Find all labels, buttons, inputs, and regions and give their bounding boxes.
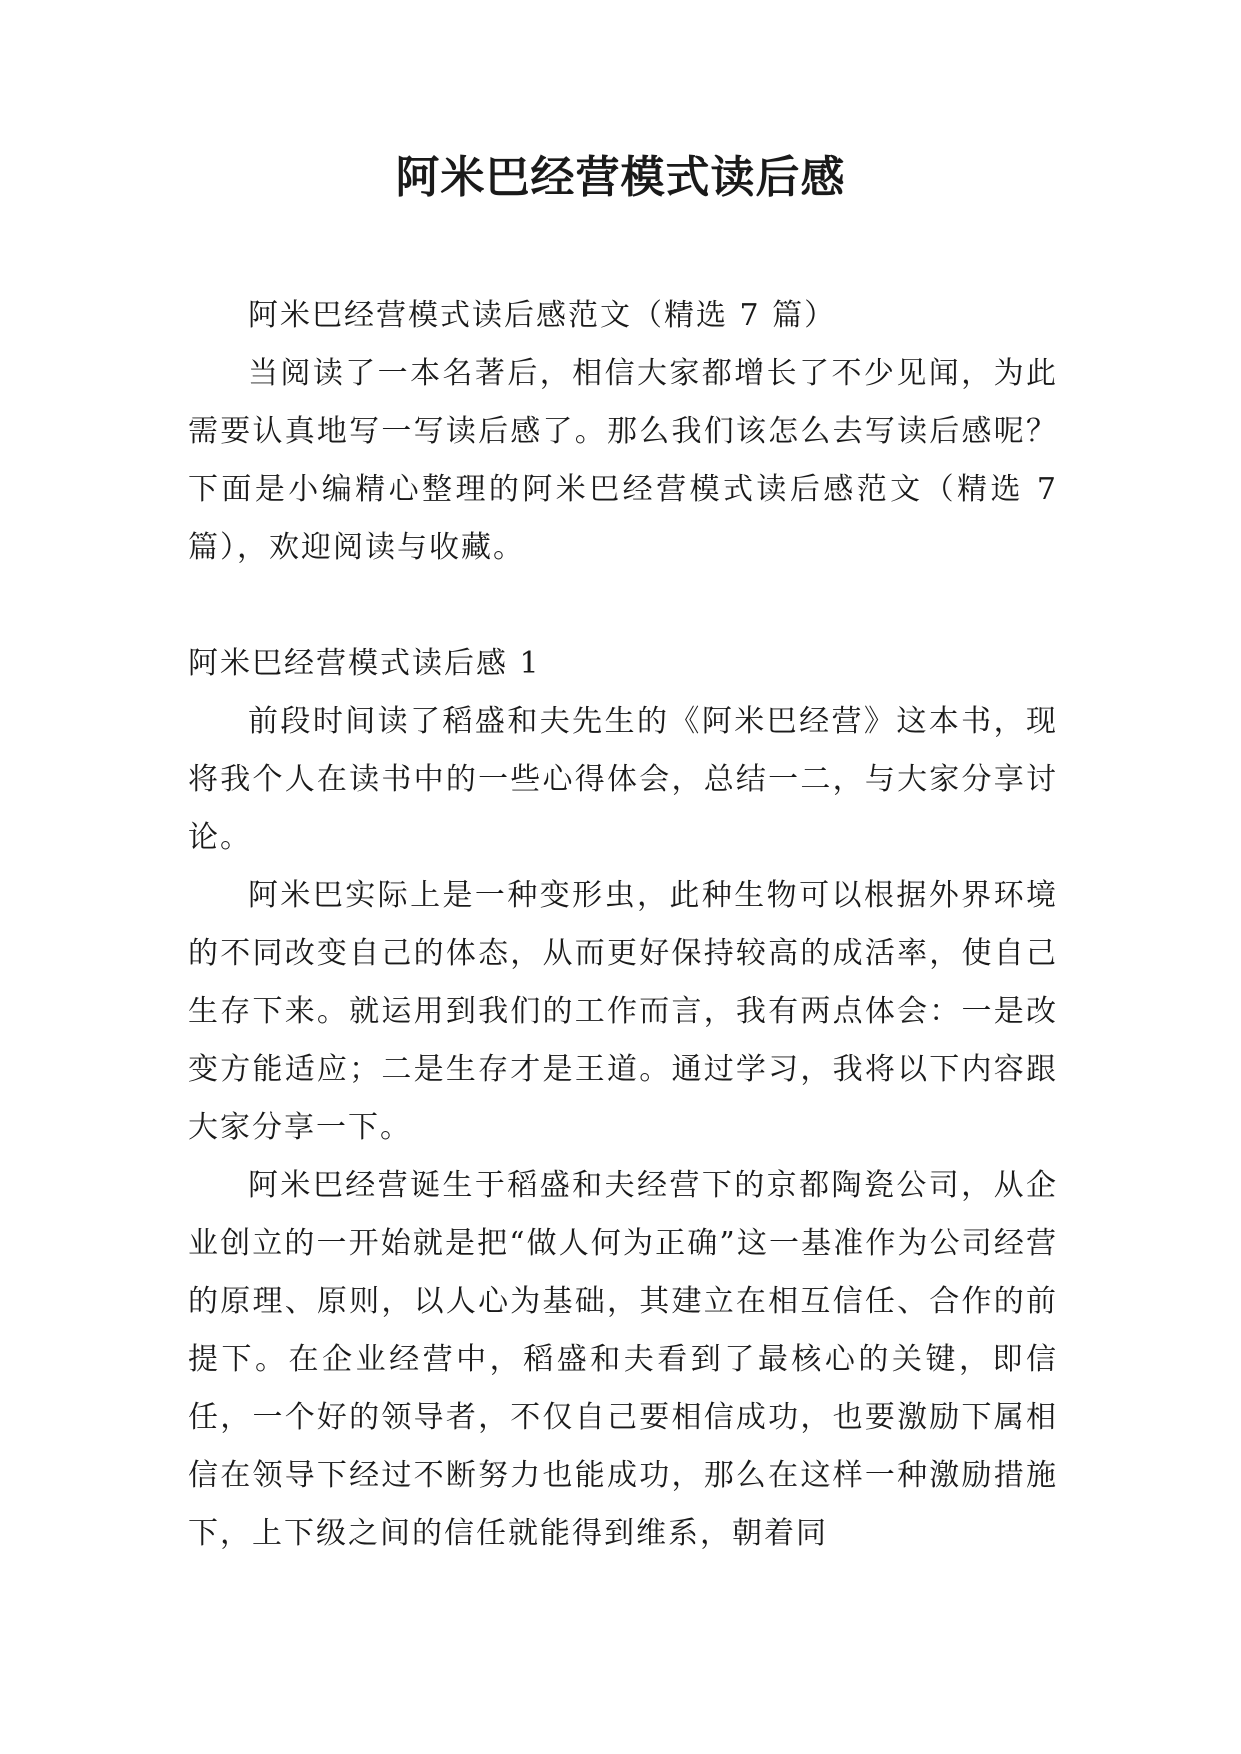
intro-paragraph: 当阅读了一本名著后，相信大家都增长了不少见闻，为此需要认真地写一写读后感了。那么我们该怎么去写读后感呢？下面是小编精心整理的阿米巴经营模式读后感范文（精选 7 篇），欢迎阅读与收藏。	[188, 356, 1058, 565]
section-heading: 阿米巴经营模式读后感 1	[188, 646, 541, 681]
body-paragraph-1: 前段时间读了稻盛和夫先生的《阿米巴经营》这本书，现将我个人在读书中的一些心得体会，总结一二，与大家分享讨论。	[188, 704, 1058, 855]
document-title: 阿米巴经营模式读后感	[395, 152, 846, 203]
document-body	[188, 287, 1058, 1563]
paragraph-gap	[188, 577, 1058, 635]
document-subtitle: 阿米巴经营模式读后感范文（精选 7 篇）	[248, 298, 837, 333]
body-paragraph-3: 阿米巴经营诞生于稻盛和夫经营下的京都陶瓷公司，从企业创立的一开始就是把“做人何为正确”这一基准作为公司经营的原理、原则，以人心为基础，其建立在相互信任、合作的前提下。在企业经营中，稻盛和夫看到了最核心的关键，即信任，一个好的领导者，不仅自己要相信成功，也要激励下属相信在领导下经过不断努力也能成功，那么在这样一种激励措施下，上下级之间的信任就能得到维系，朝着同	[188, 1168, 1058, 1551]
body-paragraph-2: 阿米巴实际上是一种变形虫，此种生物可以根据外界环境的不同改变自己的体态，从而更好保持较高的成活率，使自己生存下来。就运用到我们的工作而言，我有两点体会：一是改变方能适应；二是生存才是王道。通过学习，我将以下内容跟大家分享一下。	[188, 878, 1058, 1145]
